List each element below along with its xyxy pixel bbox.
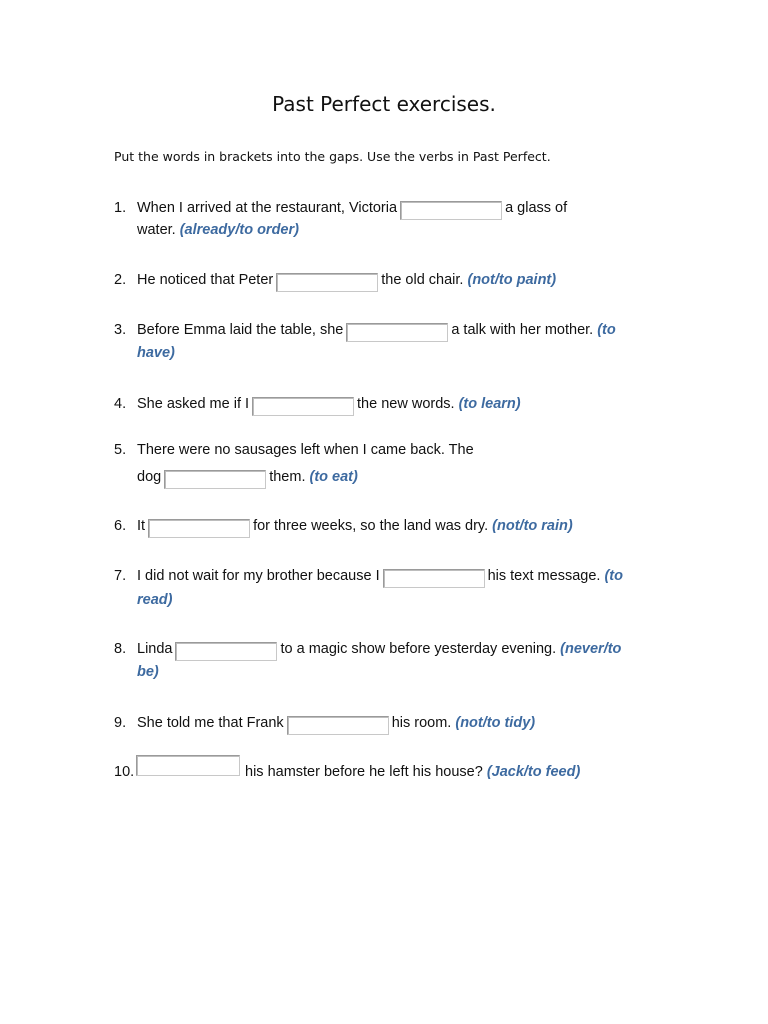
item-text-after: his text message.	[487, 568, 601, 584]
item-text-before: Before Emma laid the table, she	[137, 322, 344, 338]
item-text-after: a glass of	[505, 200, 568, 216]
answer-gap-4[interactable]	[252, 397, 354, 416]
item-text-after: to a magic show before yesterday evening.	[280, 641, 557, 657]
verb-hint: (never/to	[560, 641, 622, 657]
verb-hint: (already/to order)	[179, 222, 299, 238]
item-number: 2.	[114, 272, 127, 288]
answer-gap-6[interactable]	[148, 519, 250, 538]
item-text-after: his room.	[391, 715, 452, 731]
item-number: 9.	[114, 715, 127, 731]
answer-gap-7[interactable]	[383, 569, 485, 588]
verb-hint: (not/to tidy)	[455, 715, 536, 731]
item-number: 7.	[114, 568, 127, 584]
answer-gap-9[interactable]	[287, 716, 389, 735]
verb-hint: (to	[604, 568, 623, 584]
item-text-before: She asked me if I	[137, 396, 250, 412]
item-text-line2: dog	[137, 469, 162, 485]
item-text-before: I did not wait for my brother because I	[137, 568, 380, 584]
item-text-line2: water.	[137, 222, 176, 238]
verb-hint: (not/to rain)	[492, 518, 573, 534]
answer-gap-3[interactable]	[346, 323, 448, 342]
item-number: 6.	[114, 518, 127, 534]
verb-hint: (to learn)	[458, 396, 521, 412]
item-text-after: a talk with her mother.	[451, 322, 594, 338]
item-text-before: When I arrived at the restaurant, Victoria	[137, 200, 398, 216]
answer-gap-8[interactable]	[175, 642, 277, 661]
verb-hint: (to eat)	[309, 469, 358, 485]
answer-gap-5[interactable]	[164, 470, 266, 489]
item-text-after: them.	[269, 469, 306, 485]
instruction-text: Put the words in brackets into the gaps. Use the verbs in Past Perfect.	[114, 149, 551, 164]
verb-hint-line2: read)	[137, 592, 173, 608]
answer-gap-10[interactable]	[136, 755, 240, 776]
item-number: 1.	[114, 200, 127, 216]
verb-hint: (Jack/to feed)	[486, 764, 581, 780]
verb-hint: (not/to paint)	[467, 272, 557, 288]
item-number: 8.	[114, 641, 127, 657]
item-text-before: It	[137, 518, 146, 534]
answer-gap-1[interactable]	[400, 201, 502, 220]
item-text-after: for three weeks, so the land was dry.	[253, 518, 489, 534]
verb-hint: (to	[597, 322, 616, 338]
item-number: 10.	[114, 764, 135, 780]
item-number: 4.	[114, 396, 127, 412]
item-text-after: the old chair.	[381, 272, 464, 288]
answer-gap-2[interactable]	[276, 273, 378, 292]
item-text-before: Linda	[137, 641, 173, 657]
item-text-before: He noticed that Peter	[137, 272, 274, 288]
item-text-after: his hamster before he left his house?	[245, 764, 483, 780]
item-number: 3.	[114, 322, 127, 338]
item-text-before: She told me that Frank	[137, 715, 284, 731]
page-title: Past Perfect exercises.	[272, 92, 496, 116]
verb-hint-line2: have)	[137, 345, 175, 361]
item-text-after: the new words.	[357, 396, 455, 412]
item-text-before: There were no sausages left when I came back. The	[137, 442, 474, 458]
verb-hint-line2: be)	[137, 664, 159, 680]
item-number: 5.	[114, 442, 127, 458]
